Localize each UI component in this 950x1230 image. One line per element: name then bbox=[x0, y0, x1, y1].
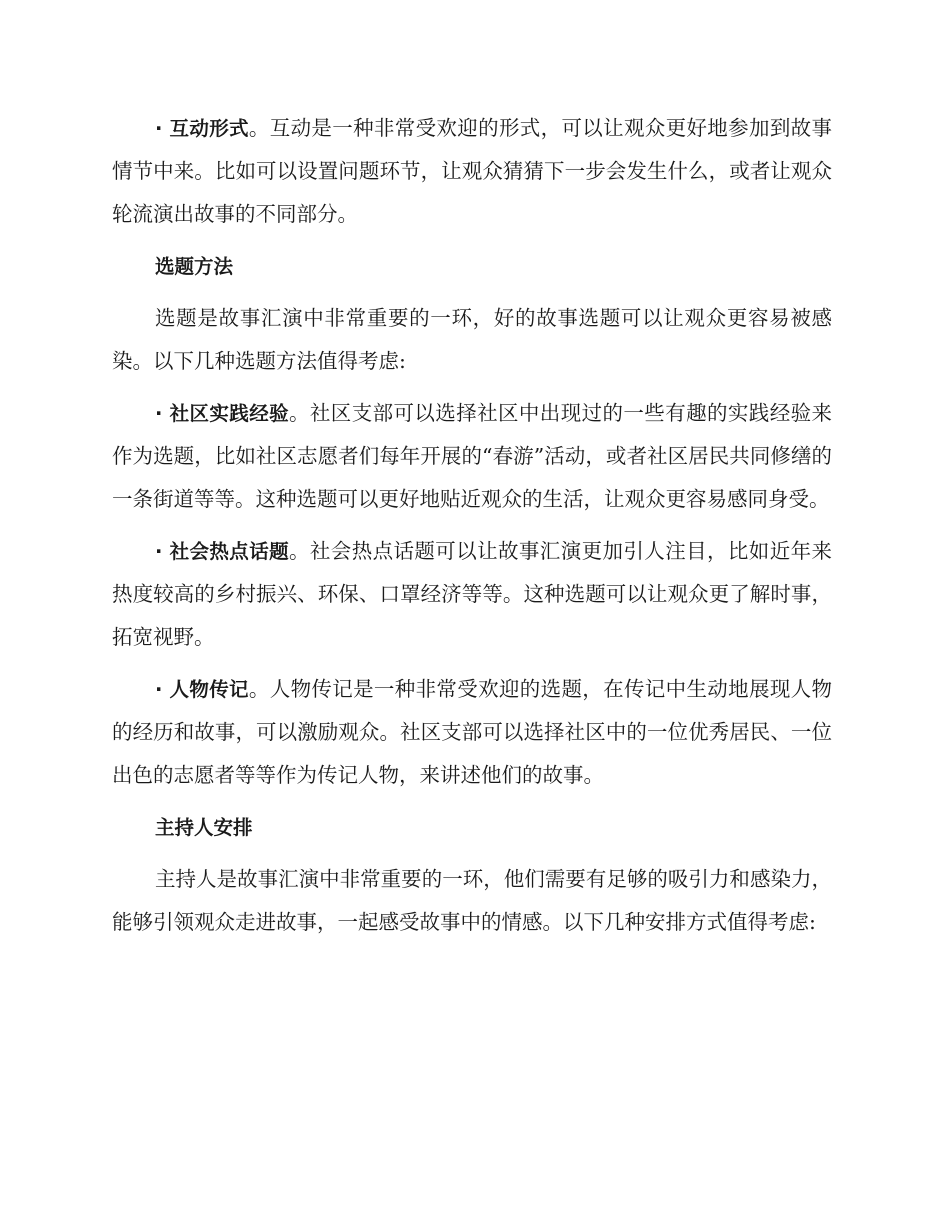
paragraph-interactive-format bbox=[112, 107, 832, 236]
item-body-biography: 。人物传记是一种非常受欢迎的选题，在传记中生动地展现人物的经历和故事，可以激励观众。社区支部可以选择社区中的一位优秀居民、一位出色的志愿者等等作为传记人物，来讲述他们的故事。 bbox=[112, 677, 832, 787]
section-heading-host-arrangement: 主持人安排 bbox=[155, 816, 253, 839]
paragraph-topic-intro: 选题是故事汇演中非常重要的一环，好的故事选题可以让观众更容易被感染。以下几种选题方法值得考虑: bbox=[112, 306, 832, 373]
section-heading-topic-methods: 选题方法 bbox=[155, 255, 234, 278]
item-body-hot-topics: 。社会热点话题可以让故事汇演更加引人注目，比如近年来热度较高的乡村振兴、环保、口罩经济等等。这种选题可以让观众更了解时事，拓宽视野。 bbox=[112, 539, 832, 649]
document-page bbox=[112, 107, 832, 944]
item-title-hot-topics: · 社会热点话题 bbox=[155, 540, 289, 563]
item-body-community-experience: 。社区支部可以选择社区中出现过的一些有趣的实践经验来作为选题，比如社区志愿者们每年开展的“春游”活动，或者社区居民共同修缮的一条街道等等。这种选题可以更好地贴近观众的生活，让观众更容易感同身受。 bbox=[112, 401, 832, 511]
paragraph-hot-topics bbox=[112, 530, 832, 659]
paragraph-host-intro: 主持人是故事汇演中非常重要的一环，他们需要有足够的吸引力和感染力，能够引领观众走进故事，一起感受故事中的情感。以下几种安排方式值得考虑: bbox=[112, 867, 832, 934]
item-title-community-experience: · 社区实践经验 bbox=[155, 402, 289, 425]
item-body-interactive-format: 。互动是一种非常受欢迎的形式，可以让观众更好地参加到故事情节中来。比如可以设置问题环节，让观众猜猜下一步会发生什么，或者让观众轮流演出故事的不同部分。 bbox=[112, 116, 832, 226]
item-title-biography: · 人物传记 bbox=[155, 678, 249, 701]
paragraph-biography bbox=[112, 668, 832, 797]
item-title-interactive-format: · 互动形式 bbox=[155, 117, 249, 140]
paragraph-community-experience bbox=[112, 392, 832, 521]
